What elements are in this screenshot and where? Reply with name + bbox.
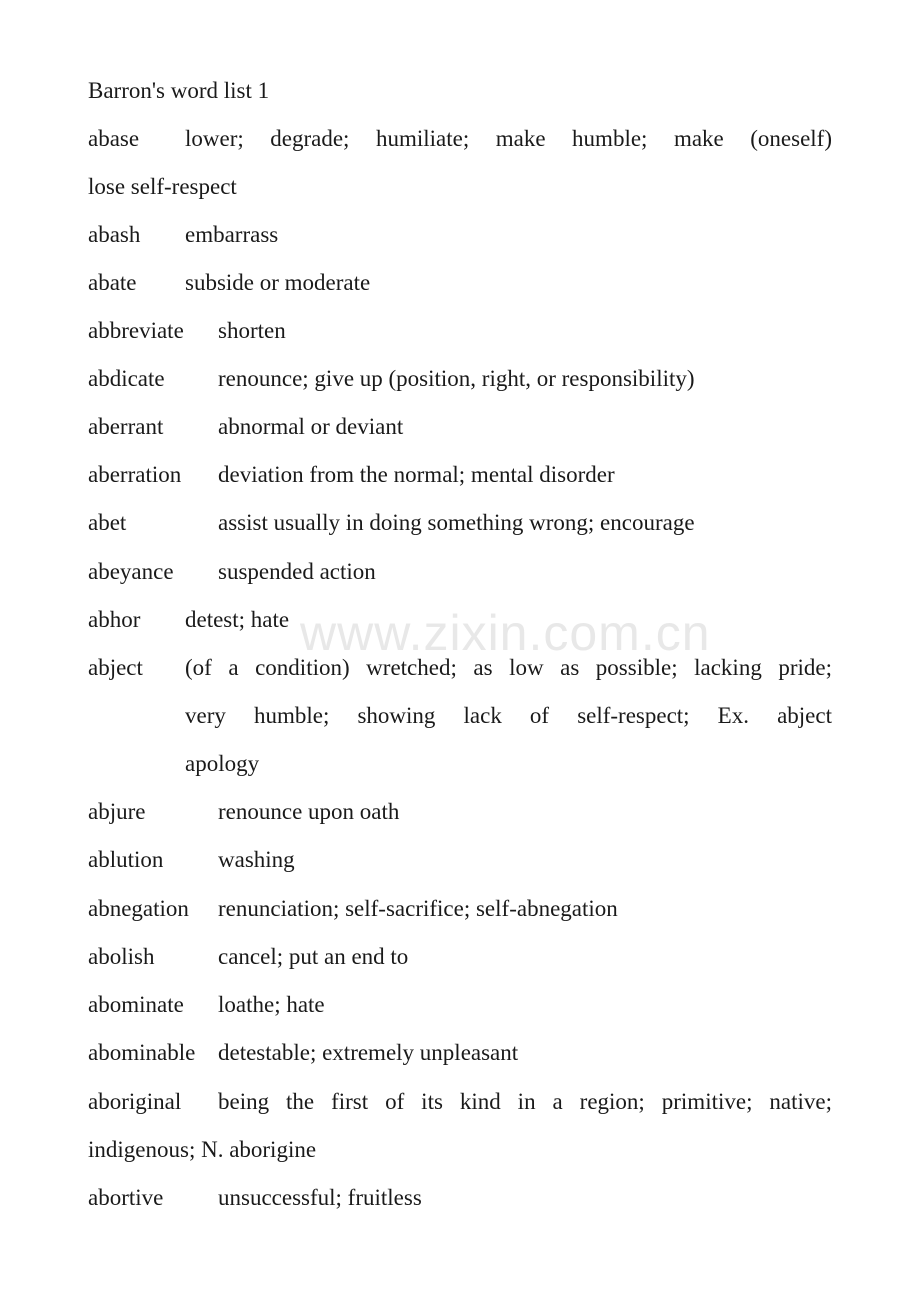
entry-abase-continuation: lose self-respect [88,174,237,199]
entry-definition: lower; degrade; humiliate; make humble; make (oneself) [185,126,832,151]
entry-word: abate [88,270,137,295]
entry-definition: deviation from the normal; mental disorder [218,462,615,487]
entry-definition-line-2: very humble; showing lack of self-respect; Ex. abject [185,703,832,728]
entry-definition: renunciation; self-sacrifice; self-abnegation [218,896,618,921]
entry-definition: detestable; extremely unpleasant [218,1040,519,1065]
entry-word: abdicate [88,366,165,391]
entry-definition: unsuccessful; fruitless [218,1185,422,1210]
entry-word: abase [88,126,140,151]
entry-word: abash [88,222,141,247]
entry-word: abolish [88,944,155,969]
entry-word: ablution [88,847,164,872]
entry-definition: suspended action [218,559,376,584]
entry-word: abet [88,510,127,535]
entry-word: abominate [88,992,184,1017]
entry-word: abortive [88,1185,164,1210]
entry-definition: subside or moderate [185,270,371,295]
entry-aboriginal-continuation: indigenous; N. aborigine [88,1137,317,1162]
entry-definition: abnormal or deviant [218,414,404,439]
entry-word: abject [88,655,143,680]
entry-definition: embarrass [185,222,279,247]
entry-definition: washing [218,847,295,872]
entry-word: abeyance [88,559,174,584]
entry-word: aberration [88,462,182,487]
entry-word: aberrant [88,414,164,439]
entry-word: abhor [88,607,141,632]
entry-definition: being the first of its kind in a region; primitive; native; [218,1089,832,1114]
document-title: Barron's word list 1 [88,78,270,103]
entry-definition: renounce upon oath [218,799,400,824]
entry-word: abominable [88,1040,196,1065]
entry-word: abjure [88,799,146,824]
entry-definition: cancel; put an end to [218,944,409,969]
entry-definition: detest; hate [185,607,290,632]
entry-word: aboriginal [88,1089,182,1114]
entry-word: abbreviate [88,318,184,343]
entry-definition: shorten [218,318,286,343]
entry-definition: renounce; give up (position, right, or responsibility) [218,366,695,391]
entry-word: abnegation [88,896,189,921]
entry-definition-line-3: apology [185,751,260,776]
entry-definition: assist usually in doing something wrong; encourage [218,510,695,535]
watermark: www.zixin.com.cn [300,605,711,661]
entry-definition: loathe; hate [218,992,325,1017]
entry-definition-line-1: (of a condition) wretched; as low as possible; lacking pride; [185,655,832,680]
